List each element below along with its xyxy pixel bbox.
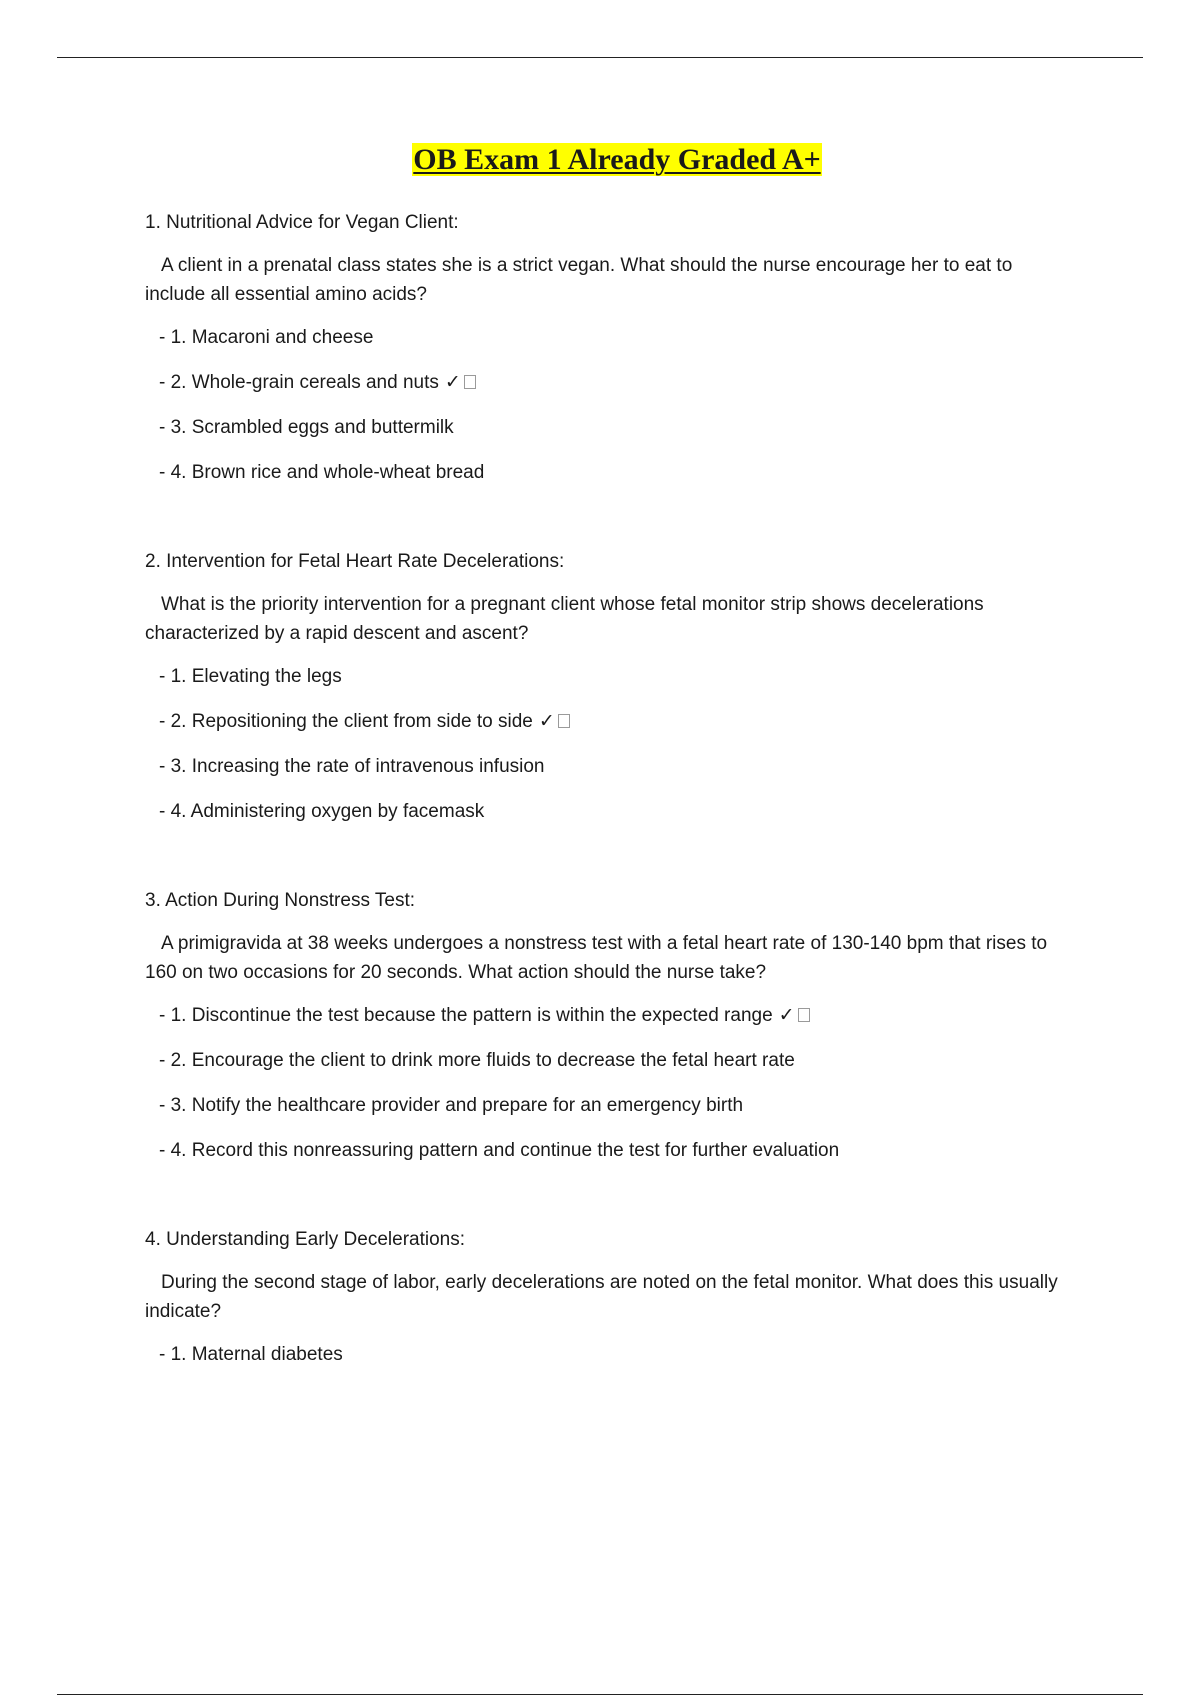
answer-option-text: - 1. Elevating the legs [159, 666, 342, 687]
answer-option [159, 1136, 1075, 1165]
answer-option-text: - 3. Scrambled eggs and buttermilk [159, 417, 454, 438]
question-stem: A client in a prenatal class states she is a strict vegan. What should the nurse encourage her to eat to include all essential amino acids? [145, 255, 1013, 305]
question-stem: A primigravida at 38 weeks undergoes a nonstress test with a fetal heart rate of 130-140 bpm that rises to 160 on two occasions for 20 seconds. What action should the nurse take? [145, 933, 1048, 983]
document-title [0, 142, 1200, 178]
answer-options [145, 323, 1075, 487]
empty-box-icon [798, 1008, 810, 1022]
answer-option [159, 1091, 1075, 1120]
answer-option-text: - 1. Macaroni and cheese [159, 327, 374, 348]
answer-options [145, 1340, 1075, 1369]
answer-option-text: - 2. Repositioning the client from side to side [159, 711, 533, 732]
answer-options [145, 1001, 1075, 1165]
answer-option-text: - 4. Administering oxygen by facemask [159, 801, 485, 822]
question-list [145, 208, 1075, 1429]
answer-option-correct [159, 1001, 1075, 1030]
bottom-rule [57, 1694, 1143, 1695]
answer-option-text: - 2. Whole-grain cereals and nuts [159, 372, 439, 393]
answer-option-text: - 2. Encourage the client to drink more fluids to decrease the fetal heart rate [159, 1050, 795, 1071]
check-mark-icon: ✓ [778, 1004, 795, 1026]
question-heading: 3. Action During Nonstress Test: [145, 890, 415, 911]
answer-option-text: - 3. Increasing the rate of intravenous infusion [159, 756, 545, 777]
question-1 [145, 208, 1075, 487]
answer-option [159, 752, 1075, 781]
answer-option [159, 1046, 1075, 1075]
question-2 [145, 547, 1075, 826]
answer-option [159, 458, 1075, 487]
answer-option [159, 1340, 1075, 1369]
answer-option-text: - 4. Brown rice and whole-wheat bread [159, 462, 485, 483]
answer-option [159, 413, 1075, 442]
question-stem: What is the priority intervention for a pregnant client whose fetal monitor strip shows decelerations characterized by a rapid descent and ascent? [145, 594, 984, 644]
answer-option [159, 323, 1075, 352]
question-heading: 1. Nutritional Advice for Vegan Client: [145, 212, 459, 233]
answer-option [159, 797, 1075, 826]
answer-option [159, 662, 1075, 691]
answer-option-correct [159, 707, 1075, 736]
answer-option-text: - 1. Maternal diabetes [159, 1344, 343, 1365]
answer-option-text: - 4. Record this nonreassuring pattern and continue the test for further evaluation [159, 1140, 840, 1161]
question-3 [145, 886, 1075, 1165]
empty-box-icon [558, 714, 570, 728]
answer-options [145, 662, 1075, 826]
question-stem: During the second stage of labor, early decelerations are noted on the fetal monitor. What does this usually indicate? [145, 1272, 1058, 1322]
question-heading: 2. Intervention for Fetal Heart Rate Decelerations: [145, 551, 565, 572]
question-heading: 4. Understanding Early Decelerations: [145, 1229, 466, 1250]
document-title-text: OB Exam 1 Already Graded A+ [413, 143, 821, 176]
top-rule [57, 57, 1143, 58]
answer-option-correct [159, 368, 1075, 397]
answer-option-text: - 1. Discontinue the test because the pattern is within the expected range [159, 1005, 773, 1026]
empty-box-icon [464, 375, 476, 389]
check-mark-icon: ✓ [444, 371, 461, 393]
question-4 [145, 1225, 1075, 1369]
check-mark-icon: ✓ [538, 710, 555, 732]
answer-option-text: - 3. Notify the healthcare provider and prepare for an emergency birth [159, 1095, 744, 1116]
